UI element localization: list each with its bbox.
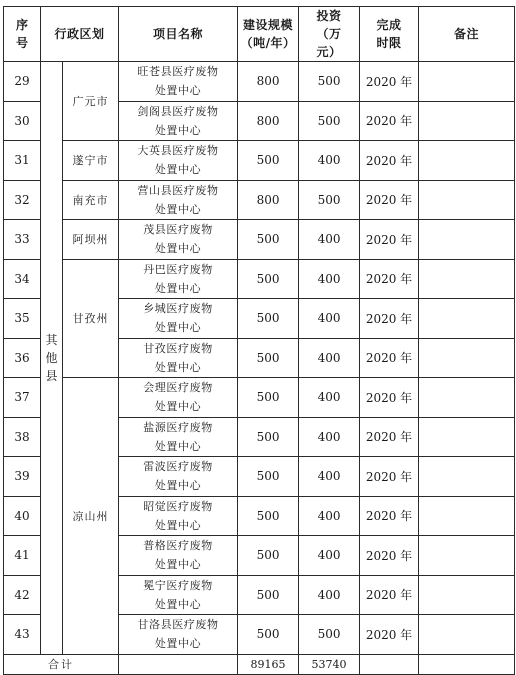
- project-name-cell: 冕宁医疗废物 处置中心: [119, 575, 238, 615]
- project-name-cell: 旺苍县医疗废物 处置中心: [119, 62, 238, 102]
- investment-cell: 400: [299, 457, 360, 497]
- project-name-cell: 甘孜医疗废物 处置中心: [119, 338, 238, 378]
- investment-cell: 400: [299, 338, 360, 378]
- project-name-cell: 茂县医疗废物 处置中心: [119, 220, 238, 260]
- investment-cell: 500: [299, 615, 360, 655]
- note-cell: [419, 575, 515, 615]
- deadline-cell: 2020 年: [360, 259, 419, 299]
- seq-cell: 29: [4, 62, 41, 102]
- deadline-cell: 2020 年: [360, 299, 419, 339]
- scale-cell: 500: [238, 496, 299, 536]
- note-cell: [419, 536, 515, 576]
- scale-cell: 500: [238, 615, 299, 655]
- investment-cell: 400: [299, 259, 360, 299]
- deadline-cell: 2020 年: [360, 180, 419, 220]
- region-cell: 南充市: [63, 180, 119, 220]
- project-name-cell: 盐源医疗废物 处置中心: [119, 417, 238, 457]
- note-cell: [419, 457, 515, 497]
- note-cell: [419, 338, 515, 378]
- scale-cell: 500: [238, 299, 299, 339]
- seq-cell: 43: [4, 615, 41, 655]
- scale-cell: 500: [238, 220, 299, 260]
- seq-cell: 36: [4, 338, 41, 378]
- seq-cell: 37: [4, 378, 41, 418]
- seq-cell: 38: [4, 417, 41, 457]
- project-name-cell: 大英县医疗废物 处置中心: [119, 141, 238, 181]
- investment-cell: 400: [299, 299, 360, 339]
- investment-cell: 400: [299, 378, 360, 418]
- total-label: 合计: [4, 654, 119, 674]
- deadline-cell: 2020 年: [360, 141, 419, 181]
- note-cell: [419, 259, 515, 299]
- seq-cell: 42: [4, 575, 41, 615]
- deadline-cell: 2020 年: [360, 62, 419, 102]
- note-cell: [419, 62, 515, 102]
- project-name-cell: 丹巴医疗废物 处置中心: [119, 259, 238, 299]
- project-name-cell: 雷波医疗废物 处置中心: [119, 457, 238, 497]
- project-name-cell: 昭觉医疗废物 处置中心: [119, 496, 238, 536]
- scale-cell: 500: [238, 536, 299, 576]
- scale-cell: 500: [238, 575, 299, 615]
- table-row: [4, 220, 515, 260]
- deadline-cell: 2020 年: [360, 220, 419, 260]
- total-note-cell: [419, 654, 515, 674]
- deadline-cell: 2020 年: [360, 417, 419, 457]
- header-project: 项目名称: [119, 7, 238, 62]
- investment-cell: 400: [299, 496, 360, 536]
- deadline-cell: 2020 年: [360, 101, 419, 141]
- total-investment: 53740: [299, 654, 360, 674]
- deadline-cell: 2020 年: [360, 615, 419, 655]
- table-row: [4, 259, 515, 299]
- project-name-cell: 普格医疗废物 处置中心: [119, 536, 238, 576]
- region-cell: 广元市: [63, 62, 119, 141]
- region-cell: 凉山州: [63, 378, 119, 655]
- investment-cell: 400: [299, 220, 360, 260]
- deadline-cell: 2020 年: [360, 378, 419, 418]
- deadline-cell: 2020 年: [360, 536, 419, 576]
- seq-cell: 30: [4, 101, 41, 141]
- investment-cell: 500: [299, 101, 360, 141]
- investment-cell: 400: [299, 141, 360, 181]
- investment-cell: 500: [299, 62, 360, 102]
- seq-cell: 31: [4, 141, 41, 181]
- region-cell: 阿坝州: [63, 220, 119, 260]
- note-cell: [419, 299, 515, 339]
- note-cell: [419, 378, 515, 418]
- deadline-cell: 2020 年: [360, 338, 419, 378]
- scale-cell: 500: [238, 378, 299, 418]
- header-scale: 建设规模（吨/年）: [238, 7, 299, 62]
- note-cell: [419, 417, 515, 457]
- seq-cell: 39: [4, 457, 41, 497]
- note-cell: [419, 180, 515, 220]
- table-row: [4, 62, 515, 102]
- project-name-cell: 甘洛县医疗废物 处置中心: [119, 615, 238, 655]
- deadline-cell: 2020 年: [360, 496, 419, 536]
- scale-cell: 800: [238, 101, 299, 141]
- table-row: [4, 378, 515, 418]
- project-name-cell: 会理医疗废物 处置中心: [119, 378, 238, 418]
- deadline-cell: 2020 年: [360, 457, 419, 497]
- deadline-cell: 2020 年: [360, 575, 419, 615]
- facility-table: [3, 6, 515, 675]
- project-name-cell: 营山县医疗废物 处置中心: [119, 180, 238, 220]
- total-scale: 89165: [238, 654, 299, 674]
- header-investment: 投资（万元）: [299, 7, 360, 62]
- note-cell: [419, 615, 515, 655]
- investment-cell: 400: [299, 575, 360, 615]
- scale-cell: 500: [238, 259, 299, 299]
- header-region: 行政区划: [41, 7, 119, 62]
- region-cell: 遂宁市: [63, 141, 119, 181]
- investment-cell: 500: [299, 180, 360, 220]
- seq-cell: 32: [4, 180, 41, 220]
- note-cell: [419, 141, 515, 181]
- header-seq: 序号: [4, 7, 41, 62]
- scale-cell: 500: [238, 417, 299, 457]
- seq-cell: 34: [4, 259, 41, 299]
- scale-cell: 800: [238, 180, 299, 220]
- seq-cell: 41: [4, 536, 41, 576]
- table-row: [4, 180, 515, 220]
- header-row: [4, 7, 515, 62]
- note-cell: [419, 496, 515, 536]
- seq-cell: 40: [4, 496, 41, 536]
- investment-cell: 400: [299, 536, 360, 576]
- table-row: [4, 141, 515, 181]
- total-project-cell: [119, 654, 238, 674]
- note-cell: [419, 220, 515, 260]
- region-cell: 甘孜州: [63, 259, 119, 378]
- note-cell: [419, 101, 515, 141]
- project-name-cell: 剑阁县医疗废物 处置中心: [119, 101, 238, 141]
- scale-cell: 500: [238, 338, 299, 378]
- project-name-cell: 乡城医疗废物 处置中心: [119, 299, 238, 339]
- group-label-cell: 其他县: [41, 62, 63, 655]
- seq-cell: 35: [4, 299, 41, 339]
- header-deadline: 完成时限: [360, 7, 419, 62]
- scale-cell: 500: [238, 457, 299, 497]
- header-note: 备注: [419, 7, 515, 62]
- total-deadline-cell: [360, 654, 419, 674]
- total-row: [4, 654, 515, 674]
- scale-cell: 500: [238, 141, 299, 181]
- scale-cell: 800: [238, 62, 299, 102]
- seq-cell: 33: [4, 220, 41, 260]
- investment-cell: 400: [299, 417, 360, 457]
